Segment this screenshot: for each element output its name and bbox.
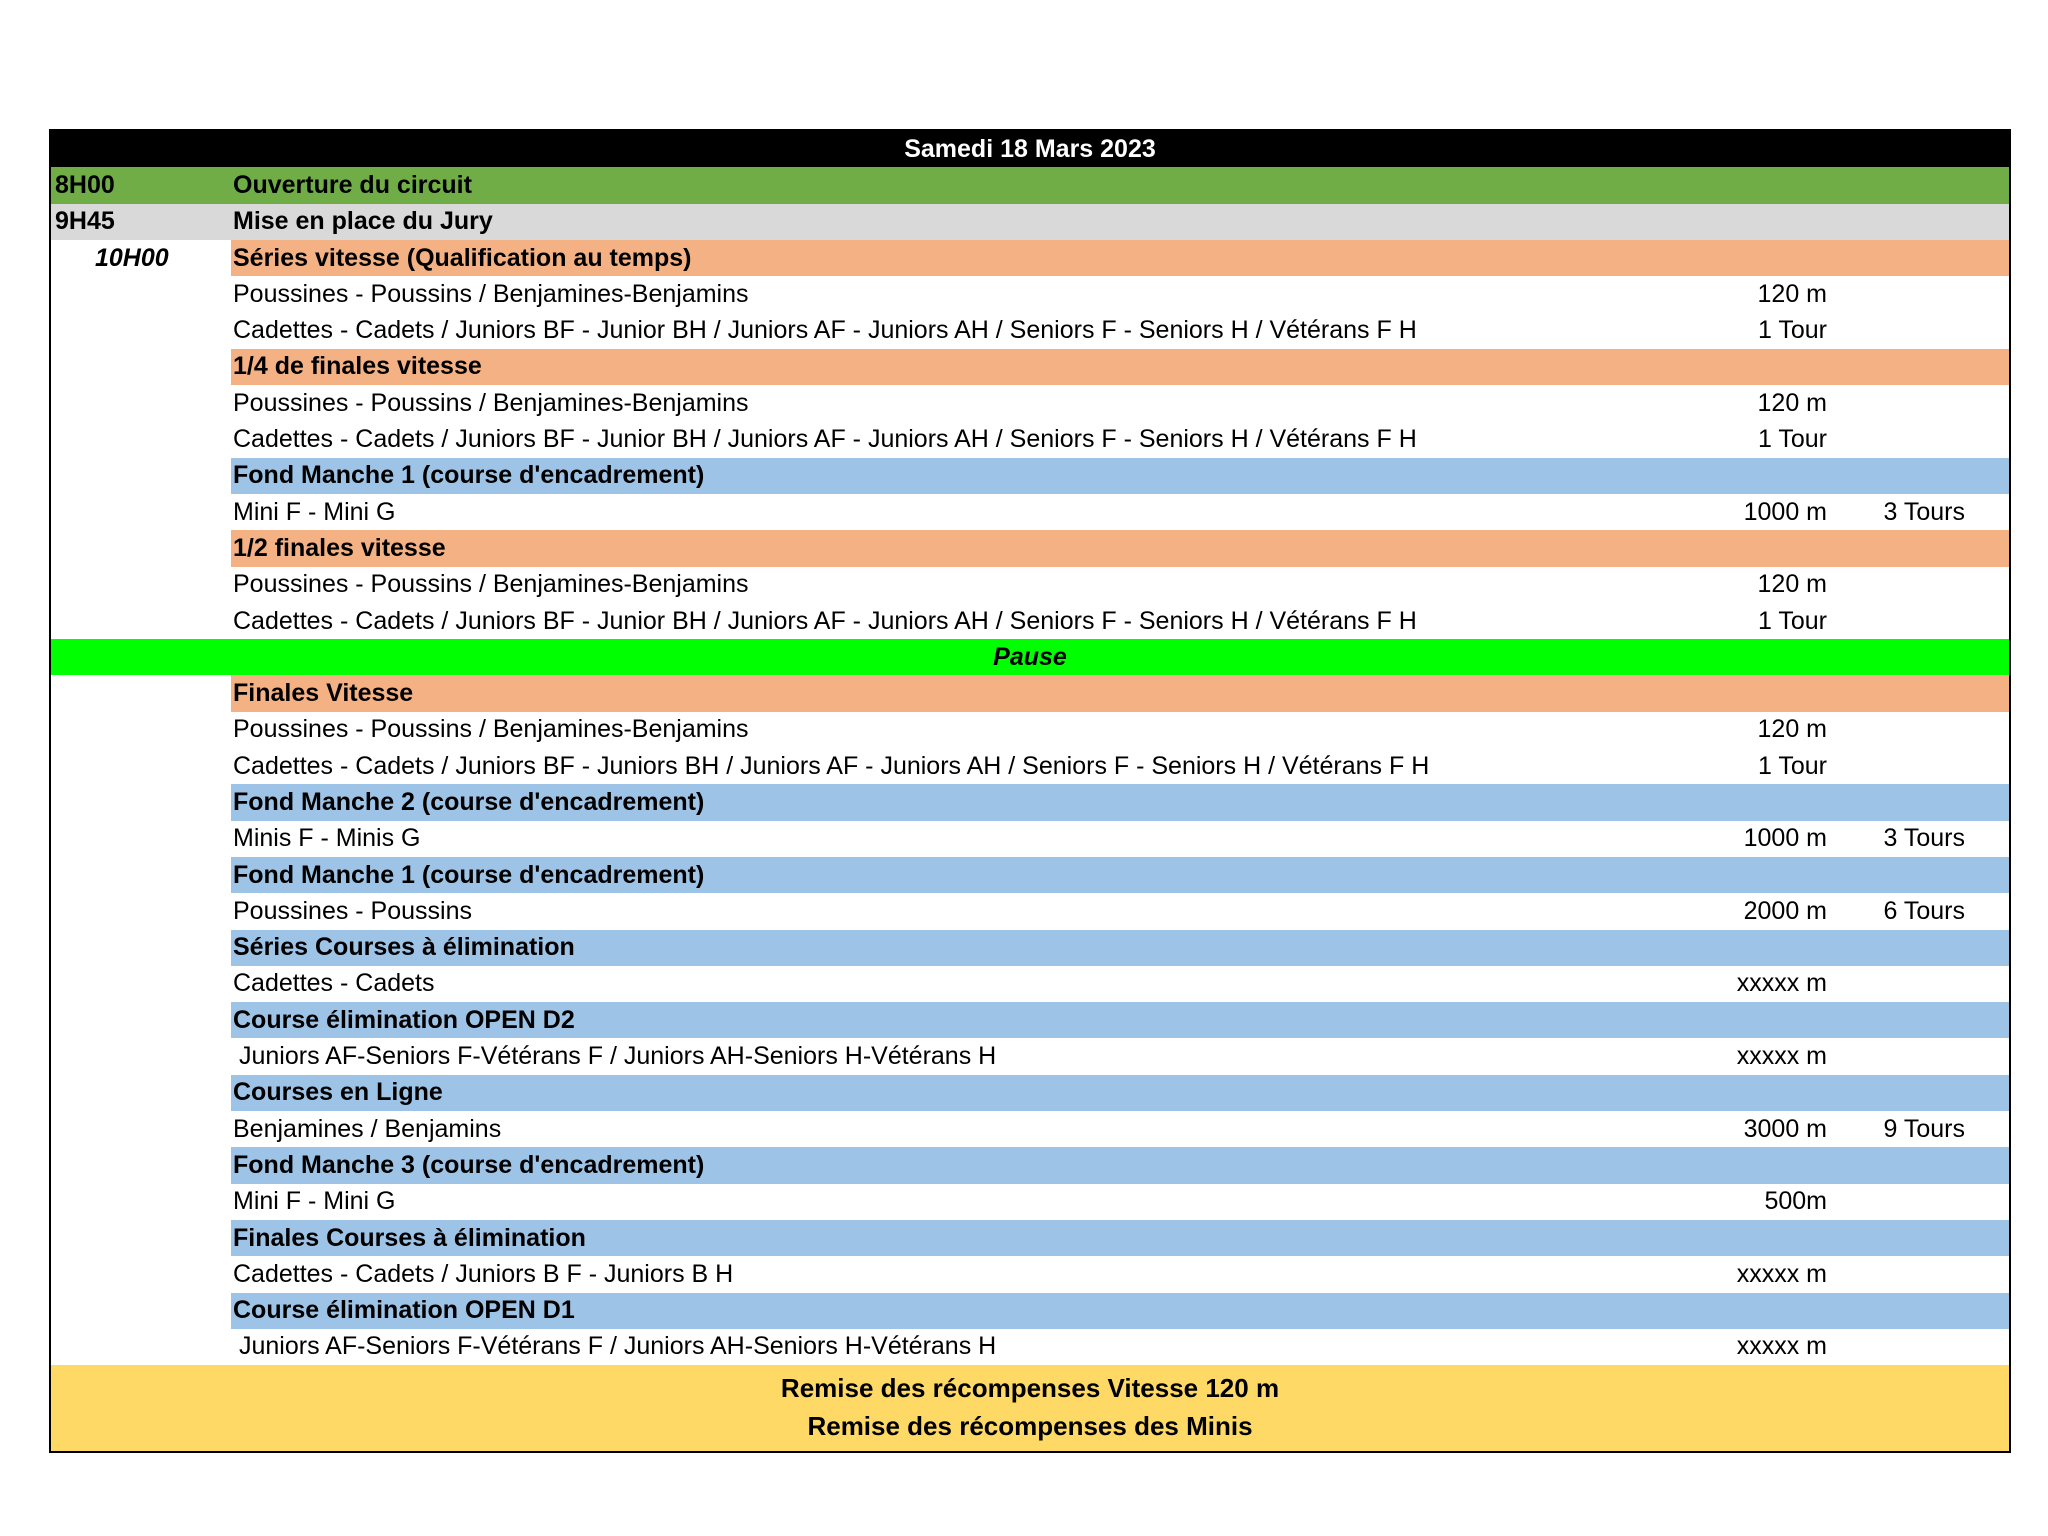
awards-line-2: Remise des récompenses des Minis — [807, 1411, 1253, 1442]
laps-cell: 3 Tours — [1883, 824, 1965, 853]
category-label: Poussines - Poussins / Benjamines-Benjamins — [233, 715, 749, 744]
distance-cell: 1000 m — [1743, 824, 1827, 853]
race-entry-row — [51, 1111, 2009, 1147]
category-label: Benjamines / Benjamins — [233, 1114, 502, 1143]
race-entry-row — [51, 494, 2009, 530]
section-header-row — [51, 930, 2009, 966]
distance-cell: 1000 m — [1743, 497, 1827, 526]
distance-cell: xxxxx m — [1736, 969, 1827, 998]
distance-cell: 1 Tour — [1757, 606, 1827, 635]
race-entry-row — [51, 1184, 2009, 1220]
awards-line-1: Remise des récompenses Vitesse 120 m — [780, 1373, 1280, 1404]
section-title: Course élimination OPEN D2 — [231, 1002, 2009, 1038]
race-entry-row — [51, 1256, 2009, 1292]
race-entry-row — [51, 821, 2009, 857]
distance-cell: xxxxx m — [1736, 1042, 1827, 1071]
race-entry-row — [51, 385, 2009, 421]
section-title: Finales Vitesse — [231, 675, 2009, 711]
section-header-row — [51, 857, 2009, 893]
section-title: Finales Courses à élimination — [231, 1220, 2009, 1256]
category-label: Cadettes - Cadets / Juniors BF - Junior BH / Juniors AF - Juniors AH / Seniors F - Seniors H / Vétérans F H — [233, 425, 1417, 454]
race-entry-row — [51, 1038, 2009, 1074]
distance-cell: 2000 m — [1743, 896, 1827, 925]
laps-cell: 9 Tours — [1883, 1114, 1965, 1143]
distance-cell: 120 m — [1757, 570, 1827, 599]
section-title: Fond Manche 3 (course d'encadrement) — [231, 1147, 2009, 1183]
section-header-row — [51, 530, 2009, 566]
section-title: Séries vitesse (Qualification au temps) — [231, 240, 2009, 276]
distance-cell: 120 m — [1757, 279, 1827, 308]
distance-cell: 1 Tour — [1757, 425, 1827, 454]
laps-cell: 3 Tours — [1883, 497, 1965, 526]
section-title: Fond Manche 2 (course d'encadrement) — [231, 784, 2009, 820]
section-header-row — [51, 204, 2009, 240]
category-label: Mini F - Mini G — [233, 1187, 396, 1216]
category-label: Poussines - Poussins / Benjamines-Benjamins — [233, 570, 749, 599]
section-title: Fond Manche 1 (course d'encadrement) — [231, 857, 2009, 893]
race-entry-row — [51, 748, 2009, 784]
distance-cell: 1 Tour — [1757, 316, 1827, 345]
section-header-row — [51, 675, 2009, 711]
distance-cell: 120 m — [1757, 715, 1827, 744]
race-entry-row — [51, 893, 2009, 929]
section-header-row — [51, 784, 2009, 820]
race-entry-row — [51, 1329, 2009, 1365]
distance-cell: 3000 m — [1743, 1114, 1827, 1143]
section-title: 1/4 de finales vitesse — [231, 349, 2009, 385]
section-header-row — [51, 349, 2009, 385]
category-label: Cadettes - Cadets / Juniors BF - Junior BH / Juniors AF - Juniors AH / Seniors F - Seniors H / Vétérans F H — [233, 606, 1417, 635]
section-header-row — [51, 240, 2009, 276]
category-label: Minis F - Minis G — [233, 824, 421, 853]
race-entry-row — [51, 421, 2009, 457]
section-header-row — [51, 167, 2009, 203]
section-title: Mise en place du Jury — [233, 207, 493, 236]
section-title: Course élimination OPEN D1 — [231, 1293, 2009, 1329]
distance-cell: xxxxx m — [1736, 1332, 1827, 1361]
schedule-rows — [51, 167, 2009, 1365]
category-label: Mini F - Mini G — [233, 497, 396, 526]
section-header-row — [51, 1293, 2009, 1329]
section-header-row — [51, 1002, 2009, 1038]
section-title: 1/2 finales vitesse — [231, 530, 2009, 566]
race-entry-row — [51, 312, 2009, 348]
schedule-table — [49, 129, 2011, 1453]
category-label: Poussines - Poussins / Benjamines-Benjamins — [233, 279, 749, 308]
section-header-row — [51, 458, 2009, 494]
time-cell: 9H45 — [55, 207, 115, 236]
category-label: Cadettes - Cadets / Juniors B F - Juniors B H — [233, 1259, 734, 1288]
category-label: Poussines - Poussins — [233, 896, 473, 925]
category-label: Cadettes - Cadets / Juniors BF - Junior BH / Juniors AF - Juniors AH / Seniors F - Seniors H / Vétérans F H — [233, 316, 1417, 345]
section-title: Ouverture du circuit — [233, 170, 472, 199]
category-label: Poussines - Poussins / Benjamines-Benjamins — [233, 388, 749, 417]
pause-row: Pause — [51, 639, 2009, 675]
time-cell: 8H00 — [55, 170, 115, 199]
category-label: Juniors AF-Seniors F-Vétérans F / Juniors AH-Seniors H-Vétérans H — [239, 1042, 997, 1071]
category-label: Cadettes - Cadets — [233, 969, 435, 998]
section-header-row — [51, 1220, 2009, 1256]
category-label: Cadettes - Cadets / Juniors BF - Juniors BH / Juniors AF - Juniors AH / Seniors F - Seniors H / Vétérans F H — [233, 751, 1430, 780]
awards-band — [51, 1365, 2009, 1451]
race-entry-row — [51, 276, 2009, 312]
section-title: Courses en Ligne — [231, 1075, 2009, 1111]
distance-cell: 1 Tour — [1757, 751, 1827, 780]
section-header-row — [51, 1075, 2009, 1111]
race-entry-row — [51, 567, 2009, 603]
distance-cell: 120 m — [1757, 388, 1827, 417]
race-entry-row — [51, 603, 2009, 639]
section-title: Fond Manche 1 (course d'encadrement) — [231, 458, 2009, 494]
section-title: Séries Courses à élimination — [231, 930, 2009, 966]
laps-cell: 6 Tours — [1883, 896, 1965, 925]
section-header-row — [51, 1147, 2009, 1183]
schedule-title: Samedi 18 Mars 2023 — [51, 131, 2009, 167]
time-cell: 10H00 — [95, 243, 169, 272]
race-entry-row — [51, 966, 2009, 1002]
category-label: Juniors AF-Seniors F-Vétérans F / Juniors AH-Seniors H-Vétérans H — [239, 1332, 997, 1361]
distance-cell: 500m — [1764, 1187, 1827, 1216]
distance-cell: xxxxx m — [1736, 1259, 1827, 1288]
race-entry-row — [51, 712, 2009, 748]
